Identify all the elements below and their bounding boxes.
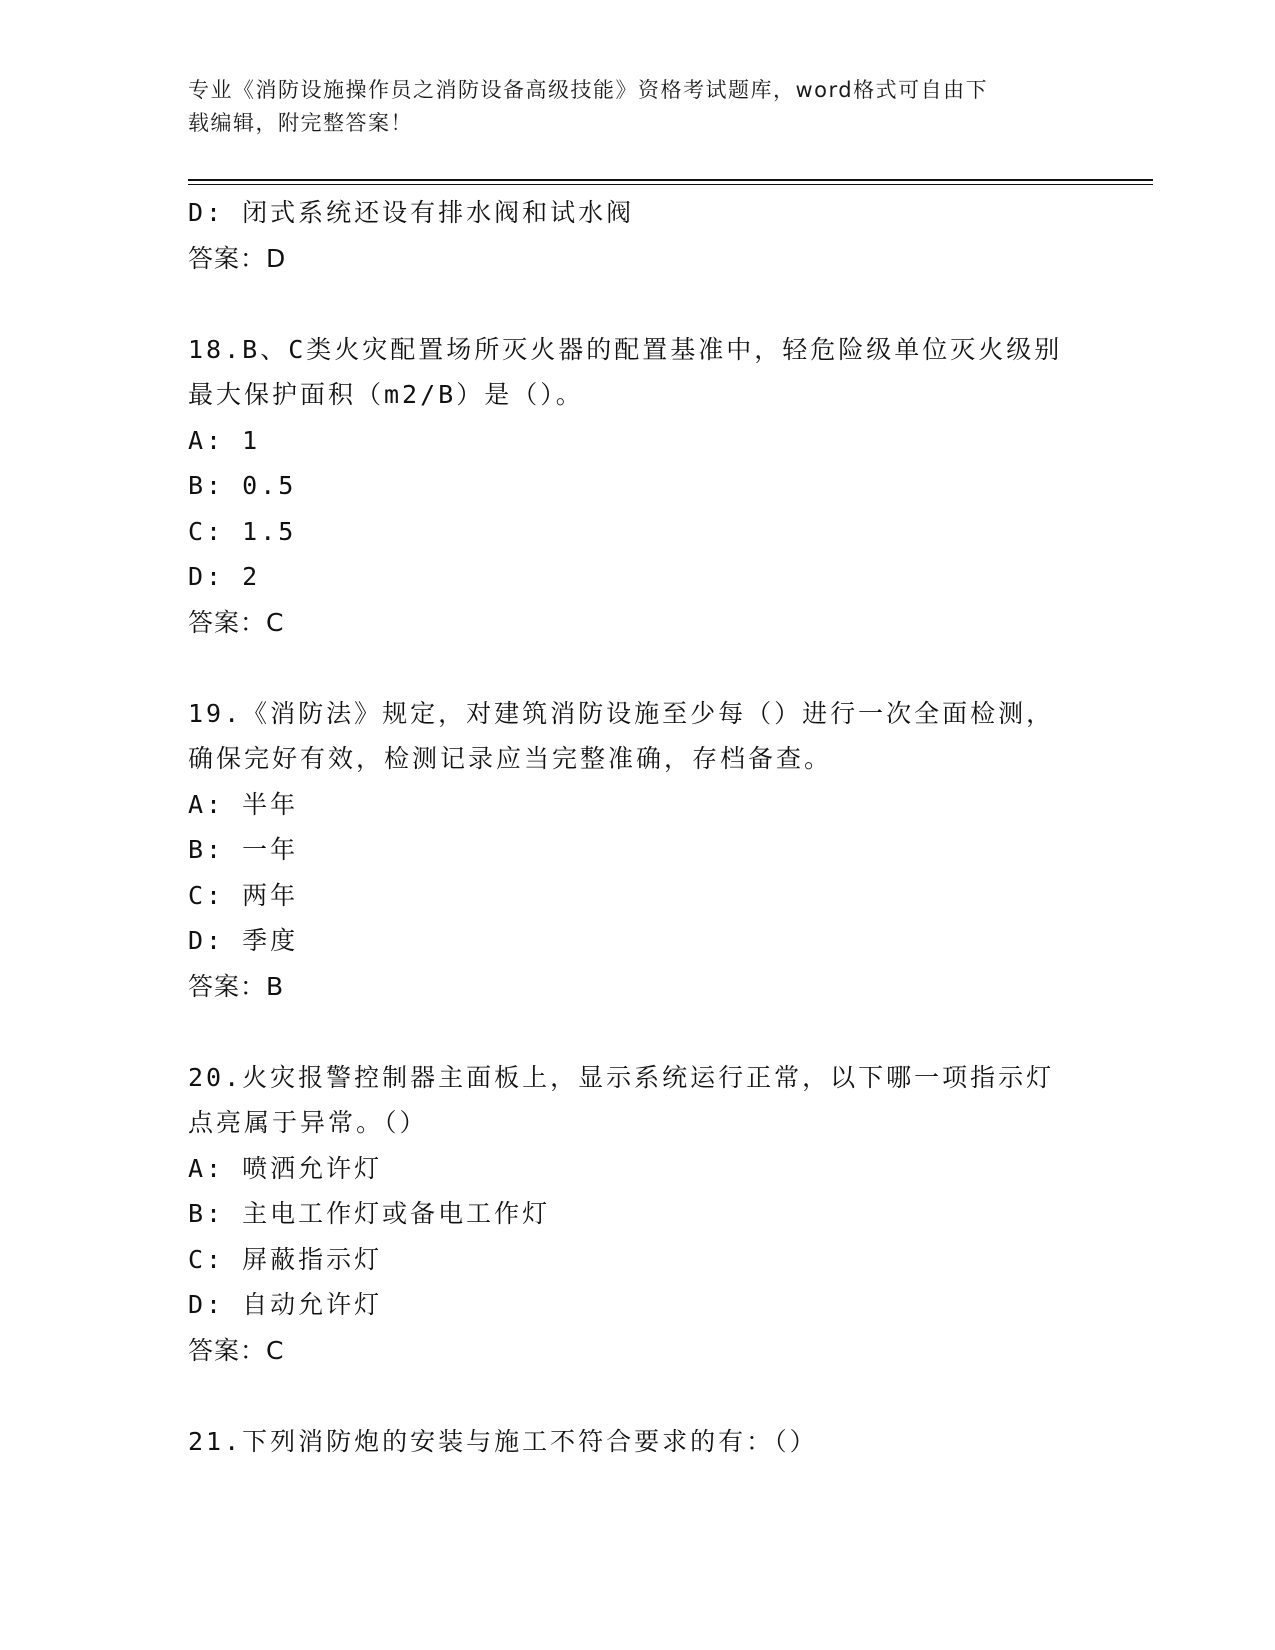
question-18-option-a: A: 1 bbox=[188, 425, 261, 455]
question-19-option-c: C: 两年 bbox=[188, 880, 299, 910]
question-21-text-line-1: 21.下列消防炮的安装与施工不符合要求的有：（） bbox=[188, 1426, 818, 1456]
q17-option-d: D: 闭式系统还设有排水阀和试水阀 bbox=[188, 198, 635, 227]
question-20-text-line-1: 20.火灾报警控制器主面板上，显示系统运行正常，以下哪一项指示灯 bbox=[188, 1062, 1055, 1092]
header-divider-thick bbox=[188, 179, 1153, 181]
q17-answer: 答案：D bbox=[188, 243, 287, 273]
question-19-answer: 答案：B bbox=[188, 971, 285, 1001]
question-18-answer: 答案：C bbox=[188, 607, 285, 637]
header-line-1: 专业《消防设施操作员之消防设备高级技能》资格考试题库，word格式可自由下 bbox=[188, 78, 989, 102]
question-20-option-d: D: 自动允许灯 bbox=[188, 1290, 383, 1319]
question-21 bbox=[188, 1419, 1088, 1465]
question-18 bbox=[188, 327, 1088, 646]
question-20-text-line-2: 点亮属于异常。（） bbox=[188, 1108, 428, 1137]
question-20-answer: 答案：C bbox=[188, 1335, 285, 1365]
header-line-2: 载编辑，附完整答案！ bbox=[188, 111, 413, 135]
question-19-option-a: A: 半年 bbox=[188, 789, 299, 819]
question-list bbox=[188, 190, 1088, 1464]
question-20 bbox=[188, 1055, 1088, 1374]
question-18-option-b: B: 0.5 bbox=[188, 471, 297, 500]
question-19-text-line-2: 确保完好有效，检测记录应当完整准确，存档备查。 bbox=[188, 744, 833, 773]
question-19 bbox=[188, 691, 1088, 1010]
question-20-option-b: B: 主电工作灯或备电工作灯 bbox=[188, 1199, 551, 1228]
question-19-text-line-1: 19.《消防法》规定，对建筑消防设施至少每（）进行一次全面检测， bbox=[188, 698, 1055, 728]
document-header bbox=[188, 74, 1088, 140]
question-20-option-a: A: 喷洒允许灯 bbox=[188, 1153, 383, 1183]
question-18-text-line-1: 18.B、C类火灾配置场所灭火器的配置基准中，轻危险级单位灭火级别 bbox=[188, 334, 1063, 364]
question-19-option-d: D: 季度 bbox=[188, 926, 299, 955]
question-18-text-line-2: 最大保护面积（m2/B）是（）。 bbox=[188, 380, 584, 409]
question-19-option-b: B: 一年 bbox=[188, 835, 299, 864]
question-18-option-c: C: 1.5 bbox=[188, 516, 297, 546]
question-18-option-d: D: 2 bbox=[188, 562, 261, 591]
question-20-option-c: C: 屏蔽指示灯 bbox=[188, 1244, 383, 1274]
header-divider-thin bbox=[188, 184, 1153, 185]
